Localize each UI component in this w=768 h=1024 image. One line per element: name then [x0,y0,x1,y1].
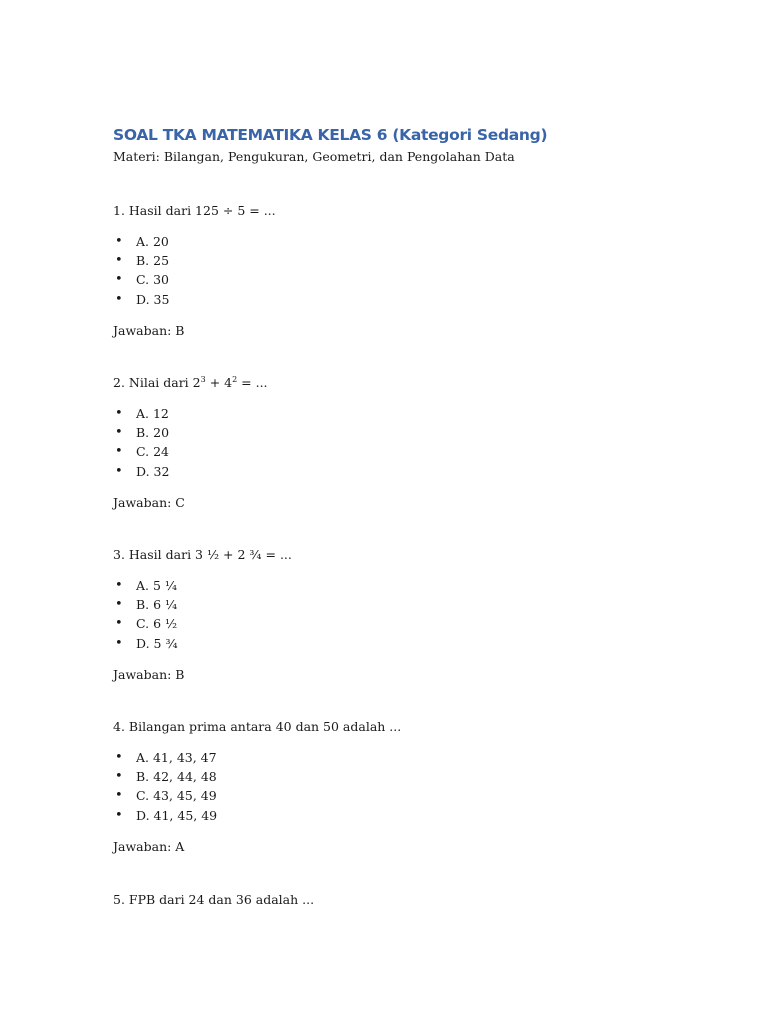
question-3 [113,546,713,684]
answer-text: Jawaban: B [113,666,185,682]
option-item [113,595,713,614]
option-label: A. 41, 43, 47 [136,750,217,765]
exponent: 2 [232,375,238,384]
option-label: B. 6 ¼ [136,597,178,613]
option-item [113,806,713,825]
bullet-icon: • [115,807,123,823]
option-label: A. 12 [136,406,169,421]
option-item [113,251,713,270]
option-label: C. 24 [136,444,169,460]
question-text [113,374,713,392]
option-item [113,232,713,251]
option-label: C. 43, 45, 49 [136,788,217,804]
option-item [113,404,713,423]
bullet-icon: • [115,769,123,785]
bullet-icon: • [115,635,123,651]
document-page [113,124,713,907]
options-list [113,576,713,653]
option-item [113,290,713,309]
option-label: D. 35 [136,291,170,307]
option-item [113,767,713,786]
question-text: 3. Hasil dari 3 ½ + 2 ¾ = ... [113,547,292,562]
option-item [113,270,713,289]
option-item [113,442,713,461]
bullet-icon: • [115,788,123,804]
option-label: A. 20 [136,234,169,249]
option-label: C. 6 ½ [136,616,178,632]
question-text: 1. Hasil dari 125 ÷ 5 = ... [113,203,276,218]
options-list [113,232,713,309]
question-text-part: + 4 [205,375,233,390]
options-list [113,404,713,481]
question-text: 4. Bilangan prima antara 40 dan 50 adalah ... [113,719,402,734]
option-item [113,462,713,481]
option-label: B. 20 [136,425,170,441]
bullet-icon: • [115,750,123,765]
option-item [113,748,713,767]
option-item [113,786,713,805]
answer-text: Jawaban: B [113,322,185,338]
answer-text: Jawaban: A [113,838,185,854]
option-item [113,614,713,633]
option-item [113,423,713,442]
option-item [113,634,713,653]
exponent: 3 [200,375,206,384]
bullet-icon: • [115,291,123,307]
question-text-part: 2. Nilai dari 2 [113,375,201,390]
option-label: B. 25 [136,253,170,269]
bullet-icon: • [115,234,123,249]
bullet-icon: • [115,444,123,460]
document-title: SOAL TKA MATEMATIKA KELAS 6 (Kategori Sedang) [113,126,548,144]
option-item [113,576,713,595]
option-label: D. 41, 45, 49 [136,807,218,823]
bullet-icon: • [115,406,123,421]
option-label: C. 30 [136,272,169,288]
option-label: D. 5 ¾ [136,635,178,651]
bullet-icon: • [115,597,123,613]
question-1 [113,202,713,340]
answer-text: Jawaban: C [113,494,185,510]
bullet-icon: • [115,616,123,632]
question-5 [113,891,713,909]
document-subtitle: Materi: Bilangan, Pengukuran, Geometri, dan Pengolahan Data [113,149,515,164]
bullet-icon: • [115,272,123,288]
bullet-icon: • [115,463,123,479]
option-label: B. 42, 44, 48 [136,769,217,785]
question-text-part: = ... [237,375,268,390]
options-list [113,748,713,825]
option-label: A. 5 ¼ [136,578,178,593]
question-2 [113,374,713,512]
bullet-icon: • [115,425,123,441]
question-4 [113,718,713,856]
bullet-icon: • [115,578,123,593]
question-text: 5. FPB dari 24 dan 36 adalah ... [113,892,315,907]
bullet-icon: • [115,253,123,269]
option-label: D. 32 [136,463,170,479]
